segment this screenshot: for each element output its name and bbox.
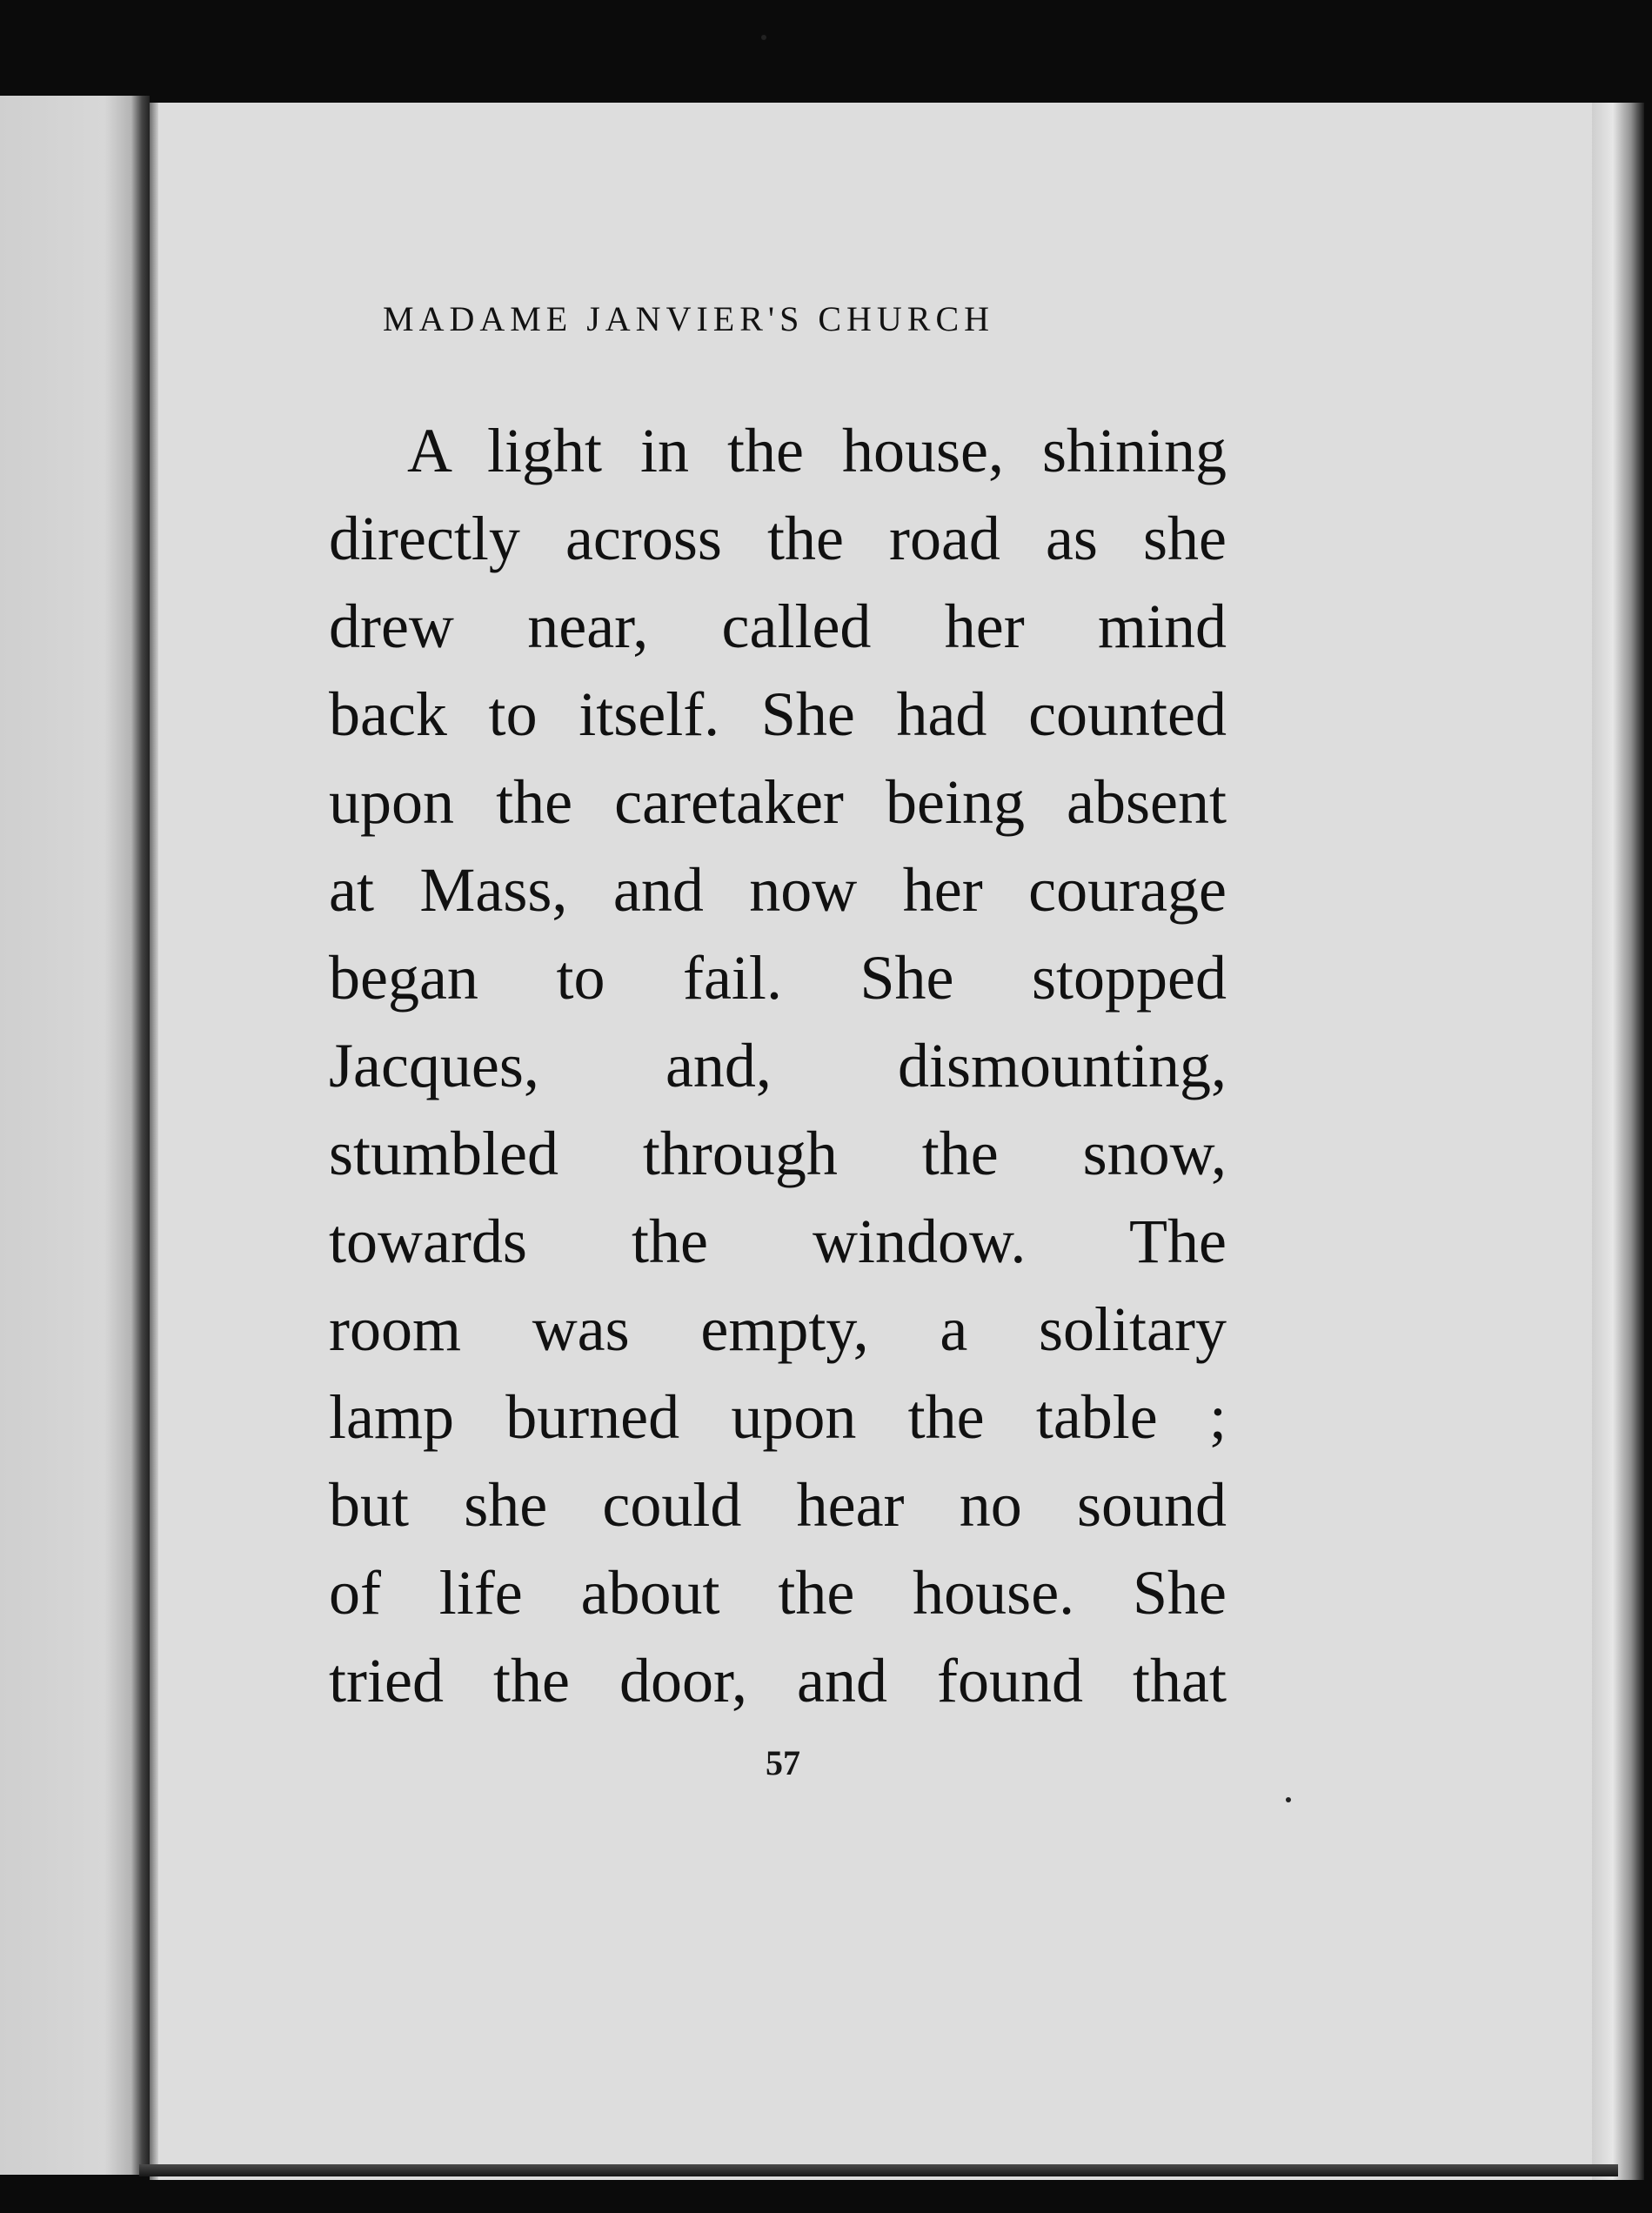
previous-page-edge	[0, 96, 150, 2175]
page-number: 57	[766, 1743, 800, 1782]
text-line: towards the window. The	[329, 1207, 1227, 1276]
text-line: upon the caretaker being absent	[329, 767, 1227, 837]
text-line: stumbled through the snow,	[329, 1119, 1227, 1188]
page-fold	[150, 103, 158, 2180]
text-line: of life about the house. She	[329, 1558, 1227, 1628]
text-line: back to itself. She had counted	[329, 679, 1227, 749]
text-line: room was empty, a solitary	[329, 1294, 1227, 1364]
text-line: A light in the house, shining	[407, 416, 1227, 485]
text-line: at Mass, and now her courage	[329, 855, 1227, 925]
text-line: Jacques, and, dismounting,	[329, 1031, 1227, 1100]
running-head: MADAME JANVIER'S CHURCH	[383, 299, 995, 338]
body-text	[329, 407, 1227, 1725]
page-stack-edge	[1592, 103, 1644, 2180]
scan-speck	[761, 35, 766, 40]
scan-speck	[1286, 1797, 1291, 1802]
text-line: drew near, called her mind	[329, 592, 1227, 661]
text-line: directly across the road as she	[329, 504, 1227, 573]
text-line: began to fail. She stopped	[329, 943, 1227, 1013]
gutter-shadow	[130, 96, 150, 2175]
text-line: tried the door, and found that	[329, 1646, 1227, 1715]
text-line: but she could hear no sound	[329, 1470, 1227, 1540]
text-line: lamp burned upon the table ;	[329, 1382, 1227, 1452]
page-bottom-edge	[139, 2164, 1618, 2176]
